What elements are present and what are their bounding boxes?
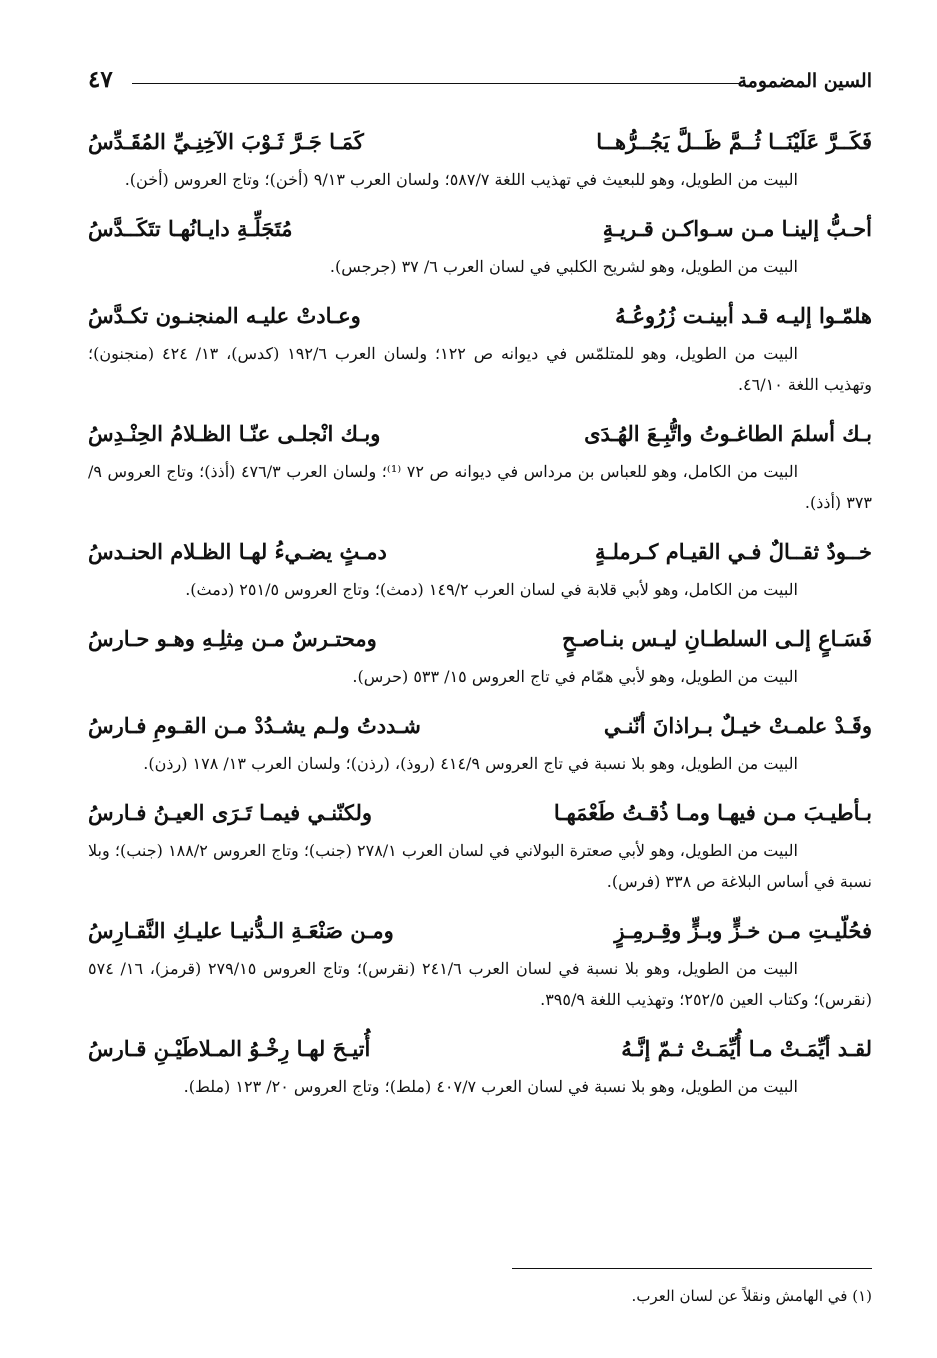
- header-rule: [132, 83, 740, 84]
- verse-entry: [88, 702, 872, 779]
- second-hemistich: ومـن صَنْعَـةِ الـدُّنيـا عليـكِ النَّقـارِسُ: [88, 917, 394, 943]
- source-note: البيت من الطويل، وهو لأبي صعترة البولاني في لسان العرب ٢٧٨/١ (جنب)؛ وتاج العروس ١٨٨/٢ (جنب)؛ وبلا نسبة في أساس البلاغة ص ٣٣٨ (فرس).: [88, 841, 872, 891]
- source-note: البيت من الطويل، وهو للمتلمّس في ديوانه ص ١٢٢؛ ولسان العرب ١٩٢/٦ (كدس)، ١٣/ ٤٢٤ (منجنون)؛ وتهذيب اللغة ٤٦/١٠.: [88, 344, 872, 394]
- second-hemistich: وعـادتْ عليـه المنجنـون تكـدَّسُ: [88, 302, 361, 328]
- first-hemistich: فحُلّيـتِ مـن خـزٍّ وبـزٍّ وقِـرمِـزٍ: [614, 917, 872, 943]
- first-hemistich: بـك أسلمَ الطاغـوتُ واتُّبِـعَ الهُـدَى: [584, 420, 872, 446]
- verse-line: [88, 118, 872, 164]
- verse-line: [88, 205, 872, 251]
- second-hemistich: كَمَـا جَـرَّ ثَـوْبَ الآخِنِـيِّ المُقَـدِّسُ: [88, 128, 364, 154]
- first-hemistich: لقـد أيِّمَـتْ مـا أُيِّمَـتْ ثـمّ إنَّـهُ: [621, 1035, 872, 1061]
- verse-entry: [88, 615, 872, 692]
- first-hemistich: فَكَــرَّ عَلَيْنَــا ثُــمَّ ظَــلَّ يَجُــرُّهــا: [596, 128, 872, 154]
- verse-line: [88, 702, 872, 748]
- first-hemistich: أحـبُّ إلينـا مـن سـواكـن قـريـةٍ: [602, 215, 872, 241]
- first-hemistich: هلمّـوا إليـه قـد أبينـت زُرُوعُـهُ: [615, 302, 872, 328]
- first-hemistich: خــودٌ ثقــالٌ فـي القيـام كـرملـةٍ: [595, 538, 872, 564]
- footnote: (١) في الهامش ونقلاً عن لسان العرب.: [631, 1287, 872, 1305]
- source-note: البيت من الطويل، وهو للبعيث في تهذيب اللغة ٥٨٧/٧؛ ولسان العرب ٩/١٣ (أخن)؛ وتاج العروس (أخن).: [124, 170, 798, 189]
- footnote-rule: [512, 1268, 872, 1269]
- page-number: ٤٧: [88, 66, 113, 93]
- running-header: [88, 66, 872, 106]
- source-note: البيت من الطويل، وهو بلا نسبة في لسان العرب ٤٠٧/٧ (ملط)؛ وتاج العروس ٢٠/ ١٢٣ (ملط).: [183, 1077, 798, 1096]
- second-hemistich: مُتَجَلِّـةِ دايـانُهـا تتَكَــدَّسُ: [88, 215, 293, 241]
- second-hemistich: شـددتُ ولـم يشـدُدْ مـن القـومِ فـارسُ: [88, 712, 421, 738]
- chapter-title: السين المضمومة: [737, 70, 872, 92]
- verse-entry: [88, 528, 872, 605]
- source-note: البيت من الطويل، وهو بلا نسبة في لسان العرب ٢٤١/٦ (نقرس)؛ وتاج العروس ٢٧٩/١٥ (قرمز)، ١٦/ ٥٧٤ (نقرس)؛ وكتاب العين ٢٥٢/٥؛ وتهذيب اللغة ٣٩٥/٩.: [88, 959, 872, 1009]
- source-note: البيت من الطويل، وهو بلا نسبة في تاج العروس ٤١٤/٩ (روذ)، (رذن)؛ ولسان العرب ١٣/ ١٧٨ (رذن).: [143, 754, 798, 773]
- verse-entry: [88, 410, 872, 518]
- verse-entry: [88, 292, 872, 400]
- verse-entry: [88, 789, 872, 897]
- first-hemistich: فَسَـاعٍ إلـى السلطـانِ ليـس بنـاصـحٍ: [561, 625, 872, 651]
- verse-line: [88, 410, 872, 456]
- source-note: البيت من الكامل، وهو لأبي قلابة في لسان العرب ١٤٩/٢ (دمث)؛ وتاج العروس ٢٥١/٥ (دمث).: [185, 580, 798, 599]
- source-note: البيت من الكامل، وهو للعباس بن مرداس في ديوانه ص ٧٢ ⁽¹⁾؛ ولسان العرب ٤٧٦/٣ (أذذ)؛ وتاج العروس ٩/ ٣٧٣ (أذذ).: [88, 462, 872, 512]
- source-note: البيت من الطويل، وهو لشريح الكلبي في لسان العرب ٦/ ٣٧ (جرجس).: [329, 257, 798, 276]
- first-hemistich: بـأطيـبَ مـن فيهـا ومـا ذُقـتُ طَعْمَهـا: [553, 799, 872, 825]
- verse-entry: [88, 1025, 872, 1102]
- first-hemistich: وقَـدْ علمـتْ خيـلٌ بـراذانَ أنّنـي: [603, 712, 872, 738]
- second-hemistich: دمـثٍ يضـيءُ لهـا الظـلام الحنـدسُ: [88, 538, 387, 564]
- verse-entry: [88, 205, 872, 282]
- second-hemistich: ومحتـرسٌ مـن مِثلِـهِ وهـو حـارسُ: [88, 625, 377, 651]
- verse-entry: [88, 907, 872, 1015]
- verse-line: [88, 292, 872, 338]
- verse-line: [88, 907, 872, 953]
- second-hemistich: وبـك انْجلـى عنّـا الظـلامُ الحِنْـدِسُ: [88, 420, 381, 446]
- second-hemistich: أُتيـحَ لهـا رِخْـوُ المـلاطَيْـنِ قـارسُ: [88, 1035, 371, 1061]
- verse-entry: [88, 118, 872, 195]
- source-note: البيت من الطويل، وهو لأبي همّام في تاج العروس ١٥/ ٥٣٣ (حرس).: [352, 667, 798, 686]
- verse-line: [88, 528, 872, 574]
- verse-line: [88, 615, 872, 661]
- verse-line: [88, 1025, 872, 1071]
- verse-line: [88, 789, 872, 835]
- verse-entries: [88, 118, 872, 1112]
- second-hemistich: ولكنّنـي فيمـا تَـرَى العيـنُ فـارسُ: [88, 799, 373, 825]
